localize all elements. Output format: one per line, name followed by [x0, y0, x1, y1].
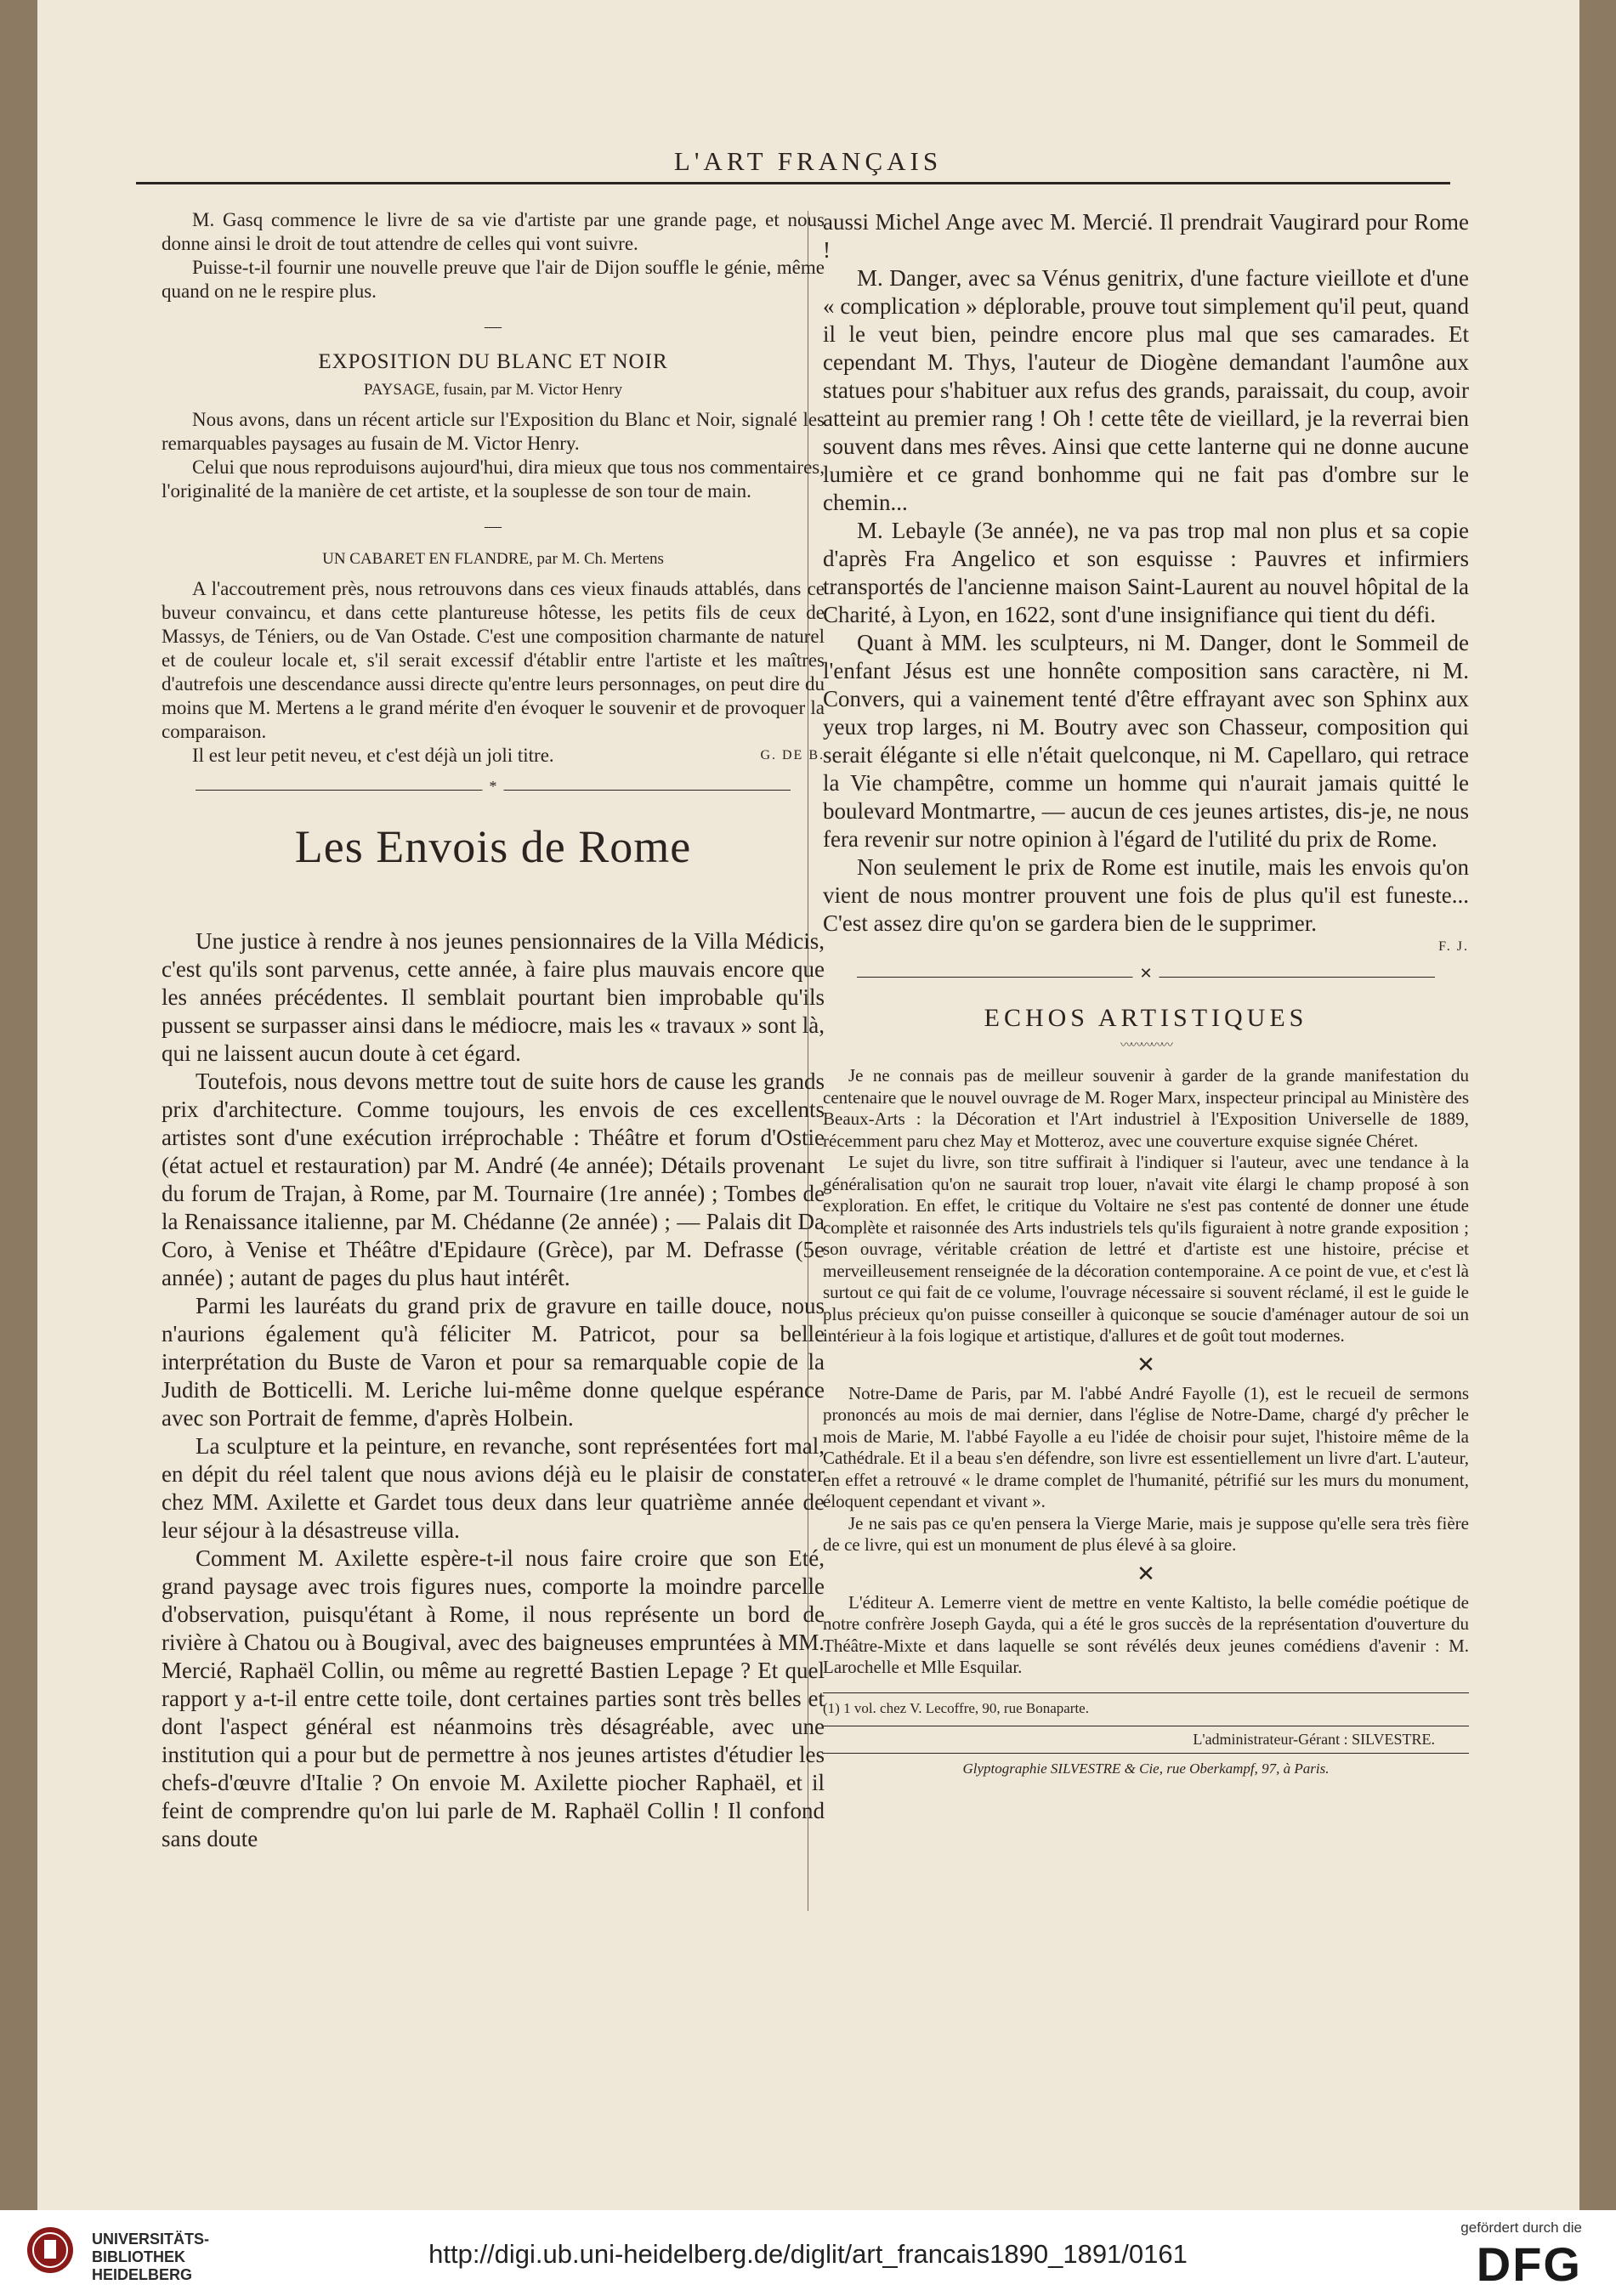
echos-paragraph: Je ne sais pas ce qu'en pensera la Vierge Marie, mais je suppose qu'elle sera très fière de ce livre, qui est un monument de plus élevé à sa gloire.: [823, 1512, 1469, 1555]
ornament-glyph: ✕: [1132, 965, 1159, 983]
dash-separator: —: [485, 517, 502, 536]
right-column: [823, 208, 1469, 1777]
printer-line: Glyptographie SILVESTRE & Cie, rue Oberkampf, 97, à Paris.: [962, 1760, 1330, 1777]
intro-paragraph: Puisse-t-il fournir une nouvelle preuve que l'air de Dijon souffle le génie, même quand on ne le respire plus.: [162, 257, 825, 302]
heading-flourish: 〰〰〰〰〰: [1120, 1040, 1171, 1052]
echos-paragraph: Le sujet du livre, son titre suffirait à l'indiquer si l'auteur, avec une tendance à la généralisation qu'on ne saurait trop louer, n'avait vite élargi le champ proposé à son exploration. En effet, le critique du Voltaire ne s'est pas contenté de donner une étude complète et raisonnée des Arts industriels tels qu'ils figuraient à notre grande exposition ; son ouvrage, véritable création de lettré et d'artiste est une histoire, précise et merveilleusement renseignée de la décoration contemporaine. A ce point de vue, et c'est là surtout ce qui fait de ce volume, l'ouvrage nécessaire si souvent réclamé, il est le guide le plus précieux qu'on puisse conseiller à quiconque se soucie d'aménager autour de soi un intérieur à la fois logique et artistique, d'allures et de goût tout modernes.: [823, 1152, 1469, 1346]
cabaret-last-line: Il est leur petit neveu, et c'est déjà un joli titre.: [192, 745, 554, 766]
echos-paragraph: Notre-Dame de Paris, par M. l'abbé André Fayolle (1), est le recueil de sermons prononcés au mois de mai dernier, dans l'église de Notre-Dame, chargé d'y prêcher le mois de Marie, M. l'abbé Fayolle a eu l'idée de choisir pour sujet, l'histoire même de la Cathédrale. Et il a beau s'en défendre, son livre est essentiellement un livre d'art. L'auteur, en effet a retrouvé « le drame complet de l'humanité, pétrifié sur les murs du monument, éloquent cependant et vivant ».: [823, 1382, 1469, 1511]
critique-paragraph: M. Lebayle (3e année), ne va pas trop mal non plus et sa copie d'après Fra Angelico et son esquisse : Pauvres et infirmiers transportés de l'ancienne maison Saint-Laurent au nouvel hôpital de la Charité, à Lyon, en 1622, sont d'une insignifiance qui tient du défi.: [823, 518, 1469, 627]
separator-mark: ✕: [1137, 1561, 1155, 1586]
left-column: [162, 208, 825, 1853]
envois-paragraph: Une justice à rendre à nos jeunes pensionnaires de la Villa Médicis, c'est qu'ils sont parvenus, cette année, à faire plus mauvais encore que les années précédentes. Il semblait pourtant bien improbable qu'ils pussent se surpasser ainsi dans le médiocre, mais les « travaux » sont là, qui ne laissent aucun doute à cet égard.: [162, 928, 825, 1066]
imprint-gerant: L'administrateur-Gérant : SILVESTRE.: [823, 1726, 1469, 1754]
signature-fj: F. J.: [1438, 939, 1469, 954]
envois-paragraph: Toutefois, nous devons mettre tout de suite hors de cause les grands prix d'architecture. Comme toujours, les envois de ces excellents artistes sont d'une exécution irréprochable : Théâtre et forum d'Ostie (état actuel et restauration) par M. André (4e année); Détails provenant du forum de Trajan, à Rome, par M. Tournaire (1re année) ; Tombes de la Renaissance italienne, par M. Chédanne (2e année) ; — Palais dit Da Coro, à Venise et Théâtre d'Epidaure (Grèce), par M. Defrasse (5e année) ; autant de pages du plus haut intérêt.: [162, 1069, 825, 1290]
dfg-logo: DFG: [1476, 2237, 1582, 2291]
critique-paragraph: Quant à MM. les sculpteurs, ni M. Danger, dont le Sommeil de l'enfant Jésus est une honnête composition sans caractère, ni M. Convers, qui a vainement tenté d'être effrayant avec son Sphinx aux yeux trop larges, ni M. Boutry avec son Chasseur, composition qui serait élégante si elle n'était quelconque, ni M. Capellaro, qui retrace la Vie champêtre, comme un homme qui n'aurait jamais quitté le boulevard Montmartre, — aucun de ces jeunes artistes, dis-je, ne nous fera revenir sur notre opinion à l'égard de l'utilité du prix de Rome.: [823, 630, 1469, 852]
echos-heading: ECHOS ARTISTIQUES: [984, 1004, 1308, 1032]
article-title: Les Envois de Rome: [294, 821, 692, 872]
permalink-url[interactable]: http://digi.ub.uni-heidelberg.de/diglit/art_francais1890_1891/0161: [428, 2239, 1188, 2269]
paysage-paragraph: Nous avons, dans un récent article sur l'Exposition du Blanc et Noir, signalé les remarquables paysages au fusain de M. Victor Henry.: [162, 409, 825, 454]
cabaret-paragraph: A l'accoutrement près, nous retrouvons dans ces vieux finauds attablés, dans ce buveur convaincu, et dans cette plantureuse hôtesse, les petits fils de ceux de Massys, de Téniers, ou de Van Ostade. C'est une composition charmante de naturel et de couleur locale et, s'il serait excessif d'établir entre l'artiste et les maîtres d'autrefois une descendance aussi directe qu'entre leurs personnages, on peut dire du moins que M. Mertens a le grand mérite d'en évoquer le souvenir et de provoquer la comparaison.: [162, 578, 825, 742]
cabaret-closing: [162, 744, 825, 768]
envois-paragraph: Comment M. Axilette espère-t-il nous faire croire que son Eté, grand paysage avec trois figures nues, comporte la moindre parcelle d'observation, puisqu'étant à Rome, il nous représente un bord de rivière à Chatou ou à Bougival, avec des baigneuses empruntées à MM. Mercié, Raphaël Collin, ou même au regretté Bastien Lepage ? Et quel rapport y a-t-il entre cette toile, dont certaines parties sont très belles et dont l'aspect général est néanmoins très désagréable, avec une institution qui a pour but de permettre à nos jeunes artistes d'étudier les chefs-d'œuvre d'Italie ? On envoie M. Axilette piocher Raphaël, et il feint de comprendre qu'on lui parle de M. Raphaël Collin ! Il confond sans doute: [162, 1545, 825, 1851]
echos-paragraph: Je ne connais pas de meilleur souvenir à garder de la grande manifestation du centenaire que le nouvel ouvrage de M. Roger Marx, inspecteur principal au Ministère des Beaux-Arts : la Décoration et l'Art industriel à l'Exposition Universelle de 1889, récemment paru chez May et Motteroz, avec une couverture exquise signée Chéret.: [823, 1065, 1469, 1151]
envois-paragraph: Parmi les lauréats du grand prix de gravure en taille douce, nous n'aurions également qu'à féliciter M. Patricot, pour sa belle interprétation du Buste de Varon et pour sa remarquable copie de la Judith de Botticelli. M. Leriche lui-même donne quelque espérance avec son Portrait de femme, d'après Holbein.: [162, 1293, 825, 1431]
caption-paysage: PAYSAGE, fusain, par M. Victor Henry: [363, 381, 623, 399]
dash-separator: —: [485, 317, 502, 336]
ornament-glyph: *: [483, 778, 504, 796]
library-name-line: UNIVERSITÄTS-: [92, 2231, 210, 2248]
library-name-line: HEIDELBERG: [92, 2266, 193, 2283]
intro-paragraph: M. Gasq commence le livre de sa vie d'artiste par une grande page, et nous donne ainsi le droit de tout attendre de celles qui vont suivre.: [162, 209, 825, 254]
signature-gdeb: G. DE B.: [760, 748, 825, 762]
paysage-paragraph: Celui que nous reproduisons aujourd'hui, dira mieux que tous nos commentaires, l'originalité de la manière de cet artiste, et la souplesse de son tour de main.: [162, 456, 825, 502]
running-title: L'ART FRANÇAIS: [673, 146, 943, 176]
ornament-rule: [162, 778, 825, 803]
footnote: (1) 1 vol. chez V. Lecoffre, 90, rue Bonaparte.: [823, 1692, 1469, 1717]
echos-paragraph: L'éditeur A. Lemerre vient de mettre en vente Kaltisto, la belle comédie poétique de notre confrère Joseph Gayda, qui a été le gros succès de la représentation d'ouverture du Théâtre-Mixte et dans laquelle se sont révélés deux jeunes comédiens d'avenir : M. Larochelle et Mlle Esquilar.: [823, 1591, 1469, 1677]
critique-paragraph: M. Danger, avec sa Vénus genitrix, d'une facture vieillote et d'une « complication » déplorable, prouve tout simplement qu'il peut, quand il le veut bien, peindre encore plus mal que ses camarades. Et cependant M. Thys, l'auteur de Diogène demandant l'aumône aux statues pour s'habituer aux refus des grands, paraissait, du coup, avoir atteint au premier rang ! Oh ! cette tête de vieillard, je la reverrai bien souvent dans mes rêves. Ainsi que cette lanterne qui ne donne aucune lumière et ce grand bonhomme qui ne fait pas d'ombre sur le chemin...: [823, 265, 1469, 515]
sponsor-note: gefördert durch die: [1460, 2219, 1582, 2236]
library-name-line: BIBLIOTHEK: [92, 2248, 185, 2265]
header-rule: [136, 182, 1450, 184]
section-heading-exposition: EXPOSITION DU BLANC ET NOIR: [318, 350, 668, 373]
critique-paragraph: Non seulement le prix de Rome est inutile, mais les envois qu'on vient de nous montrer prouvent une fois de plus qu'il est funeste... C'est assez dire qu'on se gardera bien de le supprimer.: [823, 854, 1469, 936]
ornament-rule: [823, 965, 1469, 990]
envois-paragraph: La sculpture et la peinture, en revanche, sont représentées fort mal, en dépit du réel talent que nous avions déjà eu le plaisir de constater chez MM. Axilette et Gardet tous deux dans leur quatrième année de leur séjour à la désastreuse villa.: [162, 1433, 825, 1543]
caption-cabaret: UN CABARET EN FLANDRE, par M. Ch. Mertens: [322, 550, 664, 568]
continued-paragraph: aussi Michel Ange avec M. Mercié. Il prendrait Vaugirard pour Rome !: [823, 209, 1469, 263]
separator-mark: ✕: [1137, 1352, 1155, 1377]
